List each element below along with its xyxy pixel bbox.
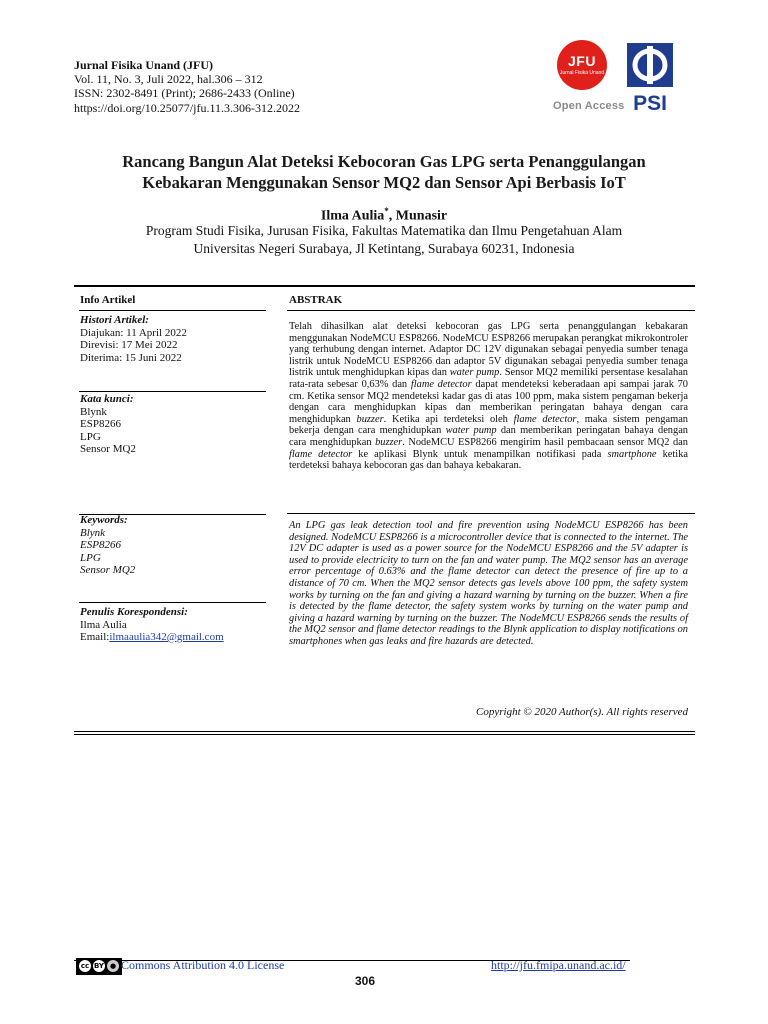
- correspondence-name: Ilma Aulia: [80, 618, 127, 631]
- journal-issn: ISSN: 2302-8491 (Print); 2686-2433 (Online): [74, 86, 295, 101]
- left-rule-keywords-id: [79, 391, 266, 392]
- corresponding-mark: *: [384, 206, 389, 216]
- correspondence-email-row: [80, 631, 224, 644]
- article-title-line-2: Kebakaran Menggunakan Sensor MQ2 dan Sensor Api Berbasis IoT: [142, 173, 626, 192]
- psi-logo-text: PSI: [633, 92, 667, 112]
- right-header-rule: [287, 310, 695, 311]
- abstract-term: buzzer: [356, 413, 384, 425]
- journal-name: Jurnal Fisika Unand (JFU): [74, 58, 214, 72]
- abstract-text: dan memberikan peringatan bahaya dengan cara menghidupkan: [289, 425, 688, 448]
- journal-info: [74, 58, 300, 115]
- keywords-en-section: [80, 514, 135, 577]
- phi-icon: [626, 42, 674, 112]
- author-name: Ilma Aulia: [320, 208, 385, 224]
- abstract-term: water pump: [449, 367, 500, 379]
- history-accepted: Diterima: 15 Juni 2022: [80, 351, 182, 364]
- abstract-term: smartphone: [607, 448, 657, 460]
- abstract-text: . NodeMCU ESP8266 mengirim hasil pembacaan sensor MQ2 dan: [402, 436, 688, 448]
- journal-logos: [553, 40, 678, 115]
- page-number: 306: [354, 974, 376, 988]
- cc-license-badge[interactable]: [76, 958, 122, 975]
- history-submitted: Diajukan: 11 April 2022: [80, 326, 187, 339]
- license-link[interactable]: Commons Attribution 4.0 License: [121, 958, 285, 972]
- bottom-rule-1: [74, 731, 695, 732]
- keywords-en-heading: Keywords:: [80, 514, 128, 526]
- keyword-item: Sensor MQ2: [80, 564, 136, 576]
- affiliation: [40, 222, 728, 257]
- abstract-heading: ABSTRAK: [289, 294, 343, 306]
- keyword-item: ESP8266: [80, 539, 121, 551]
- keyword-item: Blynk: [80, 405, 107, 418]
- author-name: , Munasir: [388, 208, 448, 224]
- abstract-text: ke aplikasi Blynk untuk menampilkan notifikasi pada: [352, 448, 608, 460]
- history-revised: Direvisi: 17 Mei 2022: [80, 339, 178, 351]
- abstract-indonesian: [289, 321, 688, 472]
- abstract-text: ketika terdeteksi bahaya kebocoran gas dan bahaya kebakaran.: [289, 448, 688, 472]
- keyword-item: Blynk: [80, 526, 106, 539]
- psi-logo: [626, 42, 674, 112]
- abstract-term: flame detector: [513, 413, 577, 425]
- keywords-id-section: [80, 393, 136, 456]
- cc-icon: cc: [80, 962, 90, 970]
- jfu-logo: [557, 40, 607, 90]
- keyword-item: Sensor MQ2: [80, 443, 136, 455]
- affiliation-line-1: Program Studi Fisika, Jurusan Fisika, Fakultas Matematika dan Ilmu Pengetahuan Alam: [145, 223, 623, 238]
- affiliation-line-2: Universitas Negeri Surabaya, Jl Ketintang, Surabaya 60231, Indonesia: [193, 240, 575, 256]
- left-rule-correspondence: [79, 602, 266, 603]
- journal-doi[interactable]: https://doi.org/10.25077/jfu.11.3.306-312.2022: [74, 100, 301, 115]
- keyword-item: LPG: [80, 430, 101, 443]
- abstract-term: flame detector: [410, 378, 472, 390]
- correspondence-heading: Penulis Korespondensi:: [80, 606, 188, 618]
- info-artikel-heading: Info Artikel: [80, 294, 136, 306]
- jfu-logo-subtext: Jurnal Fisika Unand: [559, 70, 605, 76]
- open-access-label: Open Access: [553, 100, 625, 112]
- email-link[interactable]: ilmaaulia342@gmail.com: [109, 631, 224, 643]
- keywords-id-heading: Kata kunci:: [80, 393, 134, 405]
- article-title: [40, 151, 728, 193]
- abstract-text: dapat mendeteksi keberadaan api sampai jarak 70 cm. Ketika sensor MQ2 mendeteksi kadar gas di atas 100 ppm, maka sistem pengaman bekerja dengan cara menghidupkan kipas dan memberikan peringatan bahaya dengan cara menghidupkan: [289, 378, 689, 425]
- abstract-term: water pump: [445, 425, 497, 437]
- abstract-term: buzzer: [375, 436, 403, 448]
- keyword-item: ESP8266: [80, 418, 121, 430]
- left-header-rule: [79, 310, 266, 311]
- abstract-text: Telah dihasilkan alat deteksi kebocoran gas LPG serta penanggulangan kebakaran menggunakan NodeMCU ESP8266. NodeMCU ESP8266 merupakan perangkat mikrokontroler yang terhubung dengan internet. Adaptor DC 12V digunakan sebagai penyedia sumber tenaga listrik untuk NodeMCU ESP8266 dan adaptor 5V digunakan sebagai penyedia sumber tenaga listrik untuk menghidupkan kipas dan: [289, 321, 688, 379]
- abstract-text: , maka sistem pengaman bekerja dengan cara menghidupkan: [289, 413, 689, 437]
- abstract-english: An LPG gas leak detection tool and fire prevention using NodeMCU ESP8266 has been designed. NodeMCU ESP8266 is a microcontroller device that is connected to the internet. The 12V DC adapter is used as a power source for the NodeMCU ESP8266 and the 5V adapter is used to provide electricity to turn on the fan and water pump. The MQ2 sensor has an average error percentage of 0.63% and the flame detector can detect the presence of fire up to a distance of 70 cm. When the MQ2 sensor detects gas levels above 100 ppm, the safety system works by turning on the fan and giving a hazard warning by turning on the buzzer. When a fire is detected by the flame detector, the safety system works by turning on the water pump and giving a hazard warning by turning on the buzzer. The NodeMCU ESP8266 sends the results of the MQ2 sensor and flame detector readings to the Blynk application to display notifications on smartphones when gas leaks and fire hazards are detected.: [289, 520, 688, 647]
- top-rule: [74, 285, 695, 287]
- correspondence-section: [80, 606, 224, 644]
- abstract-text: . Ketika api terdeteksi oleh: [383, 413, 514, 425]
- history-heading: Histori Artikel:: [80, 314, 149, 326]
- person-icon: ●: [107, 960, 119, 972]
- abstract-text: . Sensor MQ2 memiliki persentase kesalahan rata-rata sebesar 0,63% dan: [289, 367, 688, 390]
- history-section: [80, 314, 187, 364]
- article-title-line-1: Rancang Bangun Alat Deteksi Kebocoran Gas LPG serta Penanggulangan: [122, 152, 646, 171]
- copyright-notice: Copyright © 2020 Author(s). All rights reserved: [476, 706, 688, 718]
- jfu-logo-text: JFU: [568, 53, 596, 69]
- by-icon: BY: [93, 962, 105, 970]
- email-label: Email:: [80, 631, 110, 643]
- abstract-divider-rule: [287, 513, 695, 514]
- abstract-term: flame detector: [289, 448, 353, 460]
- keyword-item: LPG: [80, 551, 101, 564]
- journal-volume: Vol. 11, No. 3, Juli 2022, hal.306 – 312: [74, 72, 263, 87]
- bottom-rule-2: [74, 734, 695, 735]
- journal-url-link[interactable]: http://jfu.fmipa.unand.ac.id/: [491, 958, 626, 972]
